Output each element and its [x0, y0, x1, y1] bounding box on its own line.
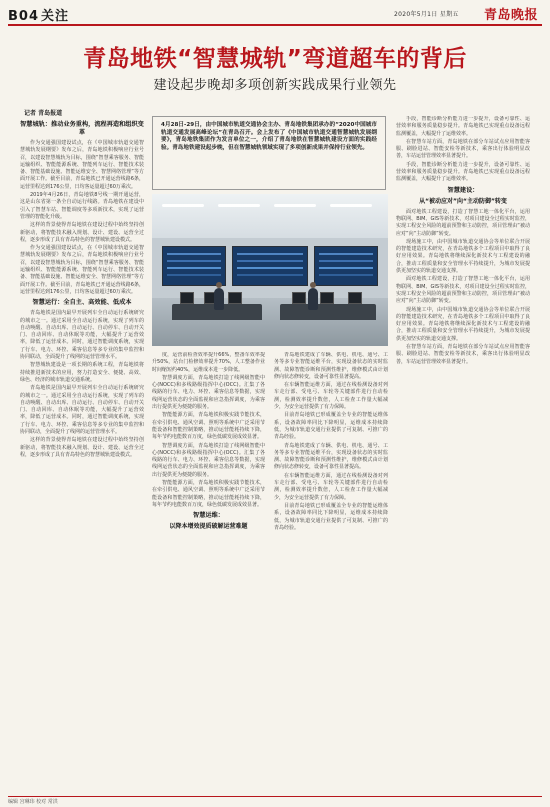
- page-section-tag: [8, 5, 69, 24]
- subheading-smart-construction-sub: 从“被动应对”向“主动防御”转变: [419, 197, 507, 205]
- paragraph: 手段，智能诊断分析能力进一步提升，设备可靠性、运营效率和服务质量稳步提升。青岛地铁已实现重点设备远程监测覆盖，大幅提升了运维效率。: [396, 116, 530, 137]
- paragraph: 这样的背景使得青岛地铁在建设过程中始终坚持创新驱动，将智能技术融入规划、设计、建设、运营全过程，逐步形成了具有青岛特色的智慧城轨建设模式。: [20, 437, 144, 458]
- paragraph: 手段，智能诊断分析能力进一步提升，设备可靠性、运营效率和服务质量稳步提升。青岛地铁已实现重点设备远程监测覆盖，大幅提升了运维效率。: [396, 161, 530, 183]
- paragraph: 2019年4月26日，青岛地铁8号线一期开通运营，这是山东省第一条全自动运行线路。青岛地铁在建设中引入了智慧车站、智能调度等多项新技术，实现了运营管理的智能化升级。: [20, 192, 144, 220]
- paragraph: 在智慧车站方面，青岛地铁在部分车站试点应用智能客服、刷脸进站、智能安检等新技术，乘客出行体验明显改善，车站运营管理效率显著提升。: [396, 138, 530, 160]
- article-column-2: [152, 352, 265, 790]
- issue-date: 2020年5月1日 星期五: [394, 11, 459, 18]
- paragraph: 智能能源方面，青岛地铁积极实践节能技术，在牵引供电、通风空调、照明等系统中广泛采用节能设备和智能控制策略，推动运营能耗持续下降，每年节约电能数百万度，绿色低碳发展成效显著。: [152, 412, 265, 441]
- monitor: [292, 292, 306, 304]
- main-headline: 青岛地铁“智慧城轨”弯道超车的背后: [83, 46, 467, 72]
- paragraph: 智慧调度方面，青岛地铁打造了线网级智能中心(NOCC)和多线路级指挥中心(OCC)。汇集了各线路的行车、电力、环控、乘客信息等数据，实现线网运营状态的全面监视和应急指挥调度，为乘客出行提供更为便捷的服务。: [152, 374, 265, 411]
- photo-ceiling: [152, 194, 388, 238]
- article-lead-box: 4月28日-29日，由中国城市轨道交通协会主办、青岛地铁集团承办的“2020中国城市轨道交通发展高峰论坛”在青岛召开。会上发布了《中国城市轨道交通智慧城轨发展纲要》，青岛地铁集团作为发言单位之一，介绍了青岛地铁在智慧城轨建设方面的实践经验。青岛地铁建设起步晚，但在智慧城轨领域实现了多项创新成果并保持行业领先。: [152, 116, 386, 190]
- control-center-photo: [152, 194, 388, 346]
- paragraph: 青岛地铁建成了车辆、供电、机电、通号、工务等多专业智能运维平台，实现设备状态的实时监测、故障智能诊断和预测性维护，维修模式由计划修向状态修转变，设备可靠性显著提高。: [274, 352, 388, 380]
- monitor: [228, 292, 242, 304]
- monitor: [180, 292, 194, 304]
- monitor: [348, 292, 362, 304]
- sub-headline: 建设起步晚却多项创新实践成果行业领先: [153, 78, 397, 93]
- byline: 记者 青岛报道: [24, 110, 63, 117]
- page-number: B04: [8, 9, 39, 24]
- paragraph: 智慧城轨建设是一项长期的系统工程，青岛地铁将持续推进新技术的应用，努力打造安全、便捷、高效、绿色、经济的城市轨道交通系统。: [20, 362, 144, 383]
- paragraph: 目前青岛地铁已形成覆盖全专业的智能运维体系，设备故障率同比下降明显，运维成本持续降低，为城市轨道交通行业提供了可复制、可推广的青岛经验。: [274, 412, 388, 441]
- paragraph: 在智慧车站方面，青岛地铁在部分车站试点应用智能客服、刷脸进站、智能安检等新技术，乘客出行体验明显改善，车站运营管理效率显著提升。: [396, 344, 530, 365]
- subheading-smart-operation: 智慧运行：全自主、高效能、低成本: [32, 299, 132, 307]
- subheading-smart-maintenance-sub: 以降本增效提质破解运营难题: [169, 523, 248, 531]
- masthead-rule: [8, 24, 542, 26]
- footer-rule: [8, 796, 542, 797]
- operator-figure: [214, 288, 224, 310]
- display-screen: [232, 246, 308, 286]
- editor-credits: 编辑 宫琳玮 校对 常洪: [8, 799, 58, 805]
- paragraph: 青岛地铁是国内最早开展列车全自动运行系统研究的城市之一。通过采用全自动运行系统，实现了列车的自动唤醒、自动出库、自动运行、自动停车、自动开关门、自动回库、自动休眠等功能，大幅提升了运营效率，降低了运营成本。同时，通过智能调度系统，实现了行车、电力、环控、乘客信息等多专业的集中监控和协同联动，全面提升了线网的运营管理水平。: [20, 310, 144, 361]
- display-screen: [314, 246, 378, 286]
- article-column-4: [396, 116, 530, 790]
- paragraph: 目前青岛地铁已形成覆盖全专业的智能运维体系，设备故障率同比下降明显，运维成本持续降低，为城市轨道交通行业提供了可复制、可推广的青岛经验。: [274, 502, 388, 531]
- display-screen: [162, 246, 226, 286]
- newspaper-logo: 青岛晚报: [484, 8, 539, 23]
- paragraph: 智能能源方面，青岛地铁积极实践节能技术，在牵引供电、通风空调、照明等系统中广泛采用节能设备和智能控制策略，推动运营能耗持续下降，每年节约电能数百万度，绿色低碳发展成效显著。: [152, 480, 265, 508]
- paragraph: 在车辆智能运维方面，通过在线检测设备对列车走行部、受电弓、车轮等关键部件进行自动检测，检测效率提升数倍，人工检查工作量大幅减少，为安全运营提供了有力保障。: [274, 382, 388, 411]
- paragraph: 面对地铁工程建设，打造了智慧工地一体化平台，运用物联网、BIM、GIS等新技术，对项目建设全过程实时监控，实现工程安全风险的超前预警和主动防控，项目管理由“被动应对”向“主动防御”转变。: [396, 208, 530, 237]
- paragraph: 现场施工中，由中国城市轨道交通协会等单位联合开展的智能建造技术研究，在青岛地铁多个工程项目中取得了良好应用效果。青岛地铁将继续深化新技术与工程建设的融合，推动工程质量和安全管理水平持续提升，为城市发展提供更加坚实的轨道交通支撑。: [396, 238, 530, 275]
- paragraph: 青岛地铁建成了车辆、供电、机电、通号、工务等多专业智能运维平台，实现设备状态的实时监测、故障智能诊断和预测性维护，维修模式由计划修向状态修转变，设备可靠性显著提高。: [274, 442, 388, 471]
- subheading-smart-maintenance: 智慧运维：: [193, 512, 224, 520]
- paragraph: 在车辆智能运维方面，通过在线检测设备对列车走行部、受电弓、车轮等关键部件进行自动检测，检测效率提升数倍，人工检查工作量大幅减少，为安全运营提供了有力保障。: [274, 472, 388, 501]
- paragraph: 度，运营前检查效率提升66%，整备车效率提升50%，站台门检修效率提升70%，人工整备作业时间缩短约40%，运维成本进一步降低。: [152, 352, 265, 373]
- paragraph: 作为交通强国建设试点，在《中国城市轨道交通智慧城轨发展纲要》发布之后，青岛地铁积极响应行业号召，以建设智慧城轨为目标，围绕“智慧乘客服务、智能运输组织、智能能源系统、智能列车运行、智能技术装备、智能基础设施、智能运维安全、智慧网络管理”等方面开展工作。截至目前，青岛地铁已开通运营线路6条，运营里程达到176公里，日均客运量超过60万乘次。: [20, 245, 144, 295]
- monitor: [320, 292, 334, 304]
- paragraph: 面对地铁工程建设，打造了智慧工地一体化平台，运用物联网、BIM、GIS等新技术，对项目建设全过程实时监控，实现工程安全风险的超前预警和主动防控，项目管理由“被动应对”向“主动防御”转变。: [396, 276, 530, 305]
- paragraph: 青岛地铁是国内最早开展列车全自动运行系统研究的城市之一。通过采用全自动运行系统，实现了列车的自动唤醒、自动出库、自动运行、自动停车、自动开关门、自动回库、自动休眠等功能，大幅提升了运营效率，降低了运营成本。同时，通过智能调度系统，实现了行车、电力、环控、乘客信息等多专业的集中监控和协同联动，全面提升了线网的运营管理水平。: [20, 385, 144, 435]
- subheading-smart-construction: 智慧建设：: [447, 186, 479, 194]
- paragraph: 现场施工中，由中国城市轨道交通协会等单位联合开展的智能建造技术研究，在青岛地铁多个工程项目中取得了良好应用效果。青岛地铁将继续深化新技术与工程建设的融合，推动工程质量和安全管理水平持续提升，为城市发展提供更加坚实的轨道交通支撑。: [396, 306, 530, 342]
- article-column-1: [20, 118, 144, 790]
- operator-figure: [308, 288, 318, 310]
- subheading-smart-rail: 智慧城轨：推动业务重构，流程再造和组织变革: [20, 121, 144, 136]
- paragraph: 这样的背景使得青岛地铁在建设过程中始终坚持创新驱动，将智能技术融入规划、设计、建设、运营全过程，逐步形成了具有青岛特色的智慧城轨建设模式。: [20, 222, 144, 243]
- paragraph: 智慧调度方面，青岛地铁打造了线网级智能中心(NOCC)和多线路级指挥中心(OCC)。汇集了各线路的行车、电力、环控、乘客信息等数据，实现线网运营状态的全面监视和应急指挥调度，为乘客出行提供更为便捷的服务。: [152, 442, 265, 478]
- section-name: 关注: [41, 9, 70, 24]
- console-desk: [280, 304, 376, 320]
- paragraph: 作为交通强国建设试点，在《中国城市轨道交通智慧城轨发展纲要》发布之后，青岛地铁积极响应行业号召，以建设智慧城轨为目标，围绕“智慧乘客服务、智能运输组织、智能能源系统、智能列车运行、智能技术装备、智能基础设施、智能运维安全、智慧网络管理”等方面开展工作。截至目前，青岛地铁已开通运营线路6条，运营里程达到176公里，日均客运量超过60万乘次。: [20, 140, 144, 190]
- page-masthead: [0, 0, 550, 26]
- article-column-3: [274, 352, 388, 790]
